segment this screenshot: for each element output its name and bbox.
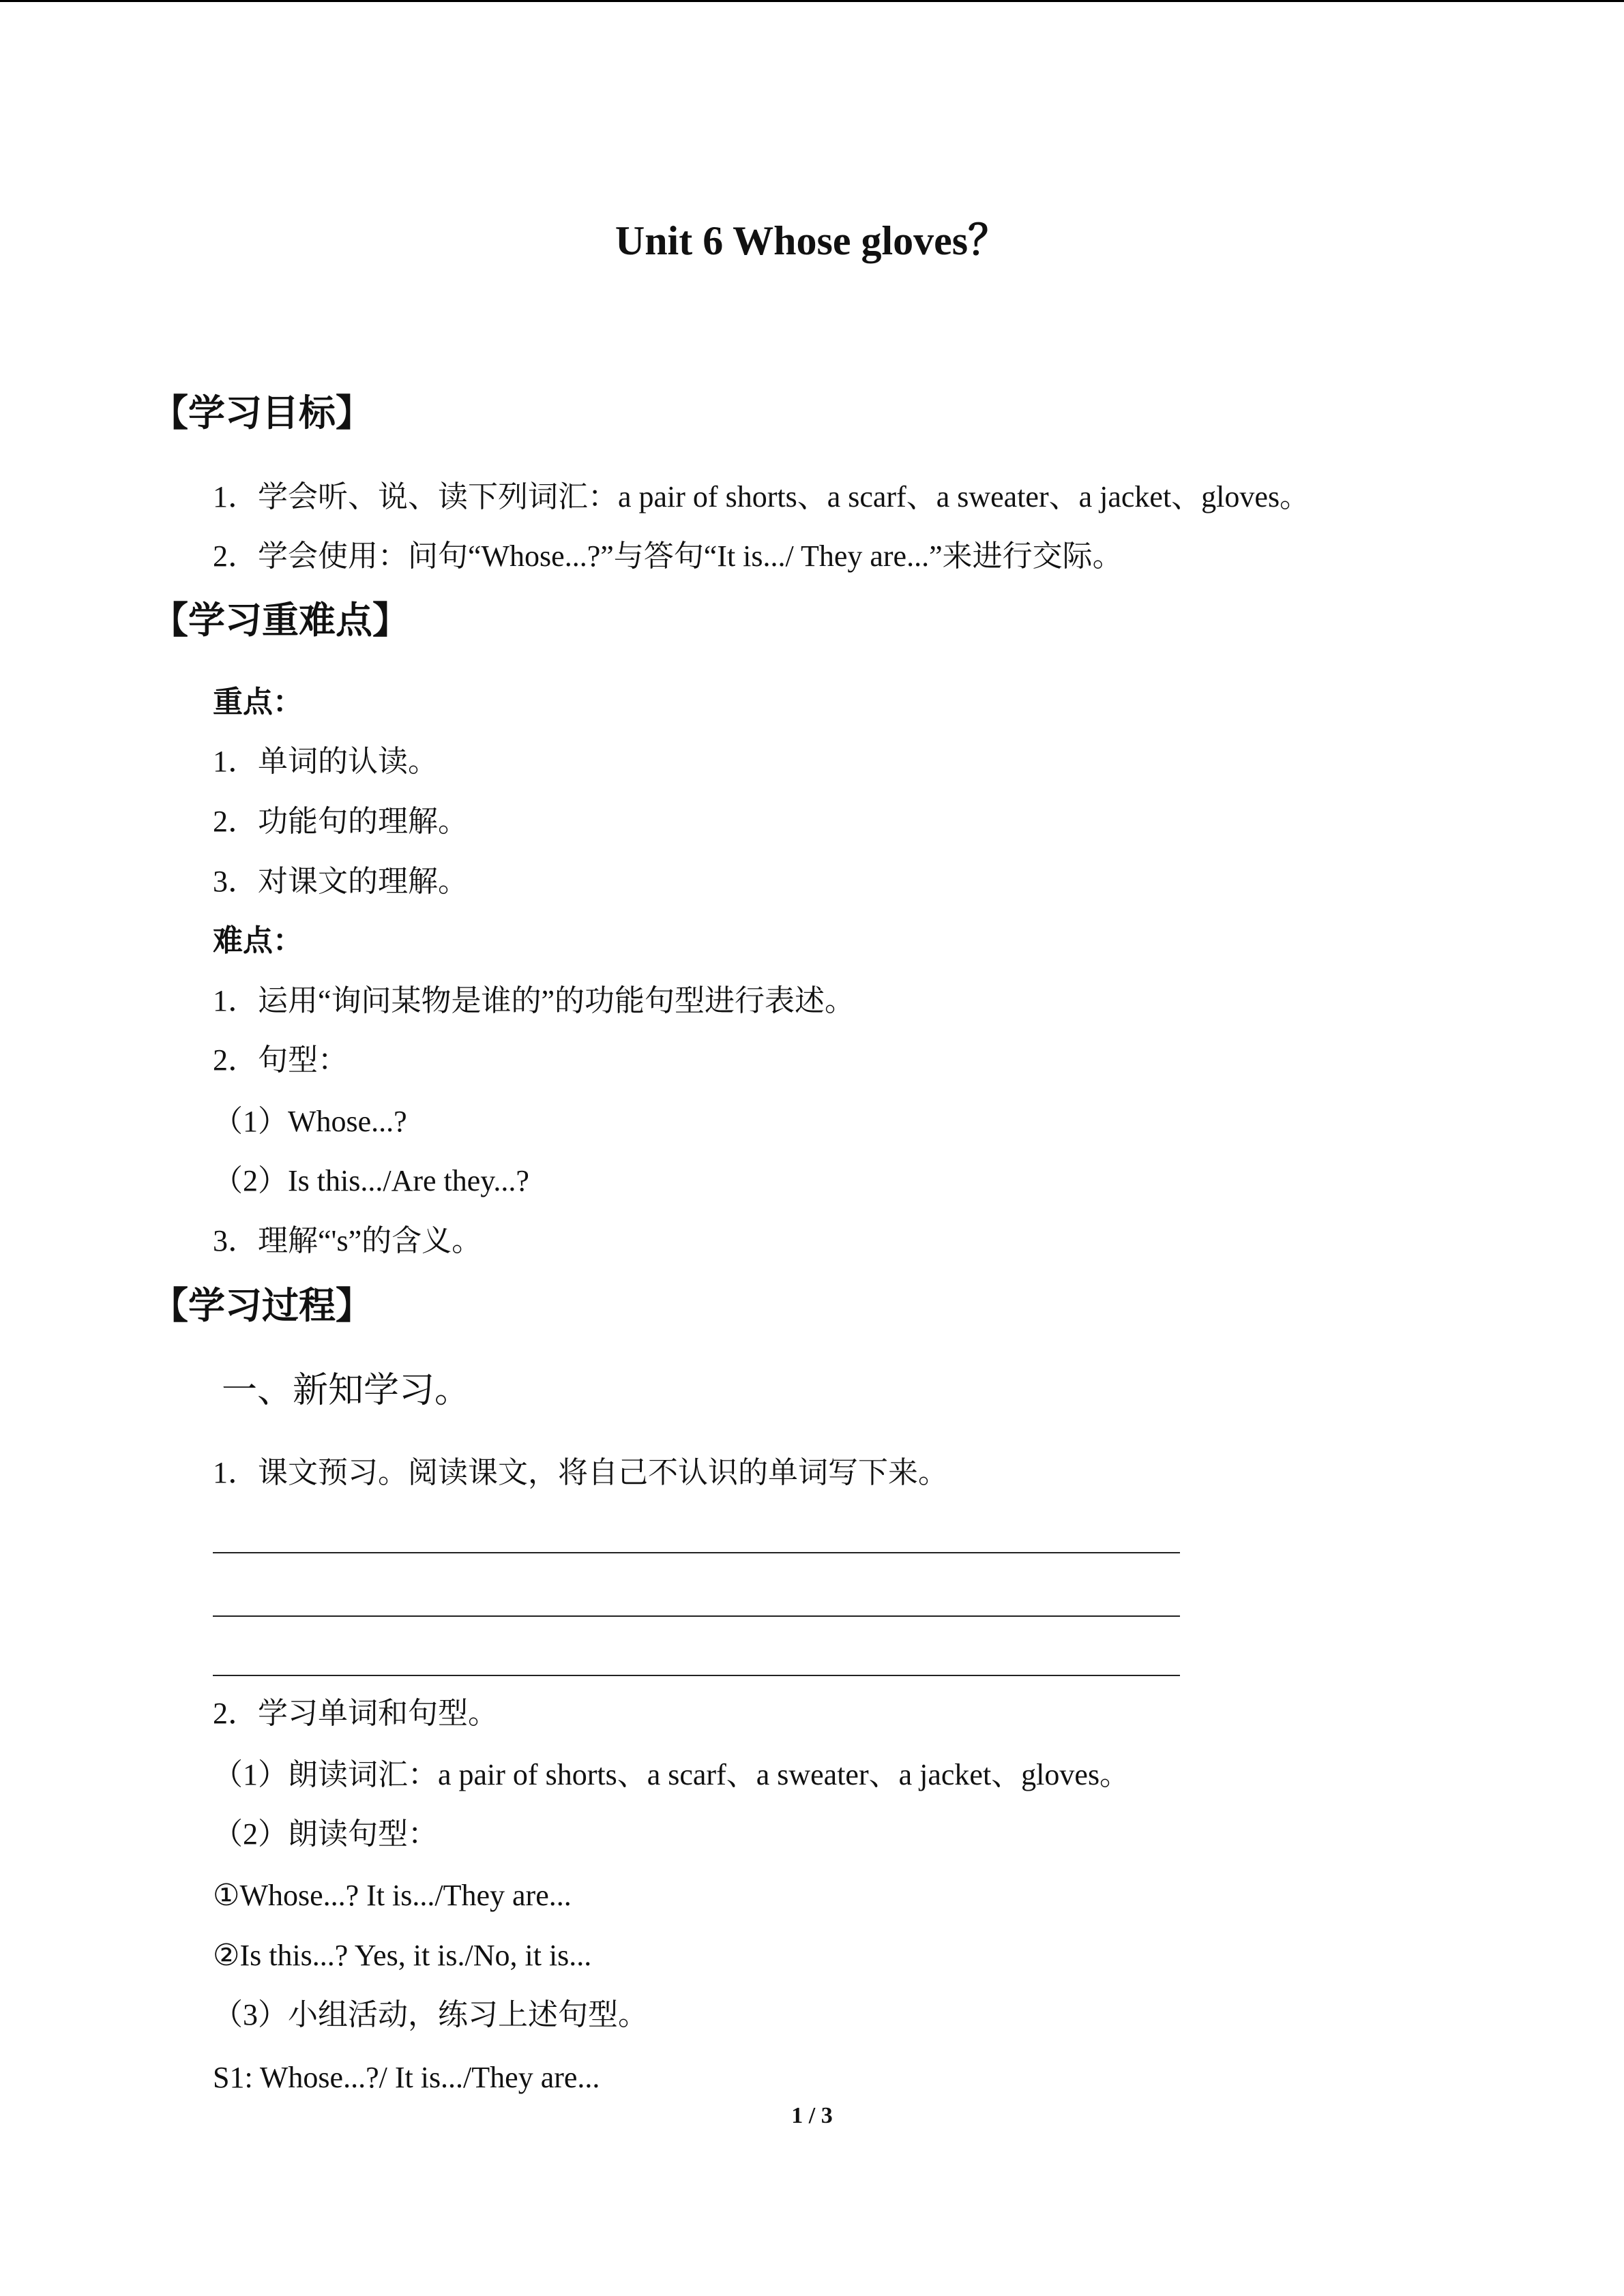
difficulty-item-4: （2）Is this.../Are they...?: [213, 1164, 529, 1197]
section-heading-process: 【学习过程】: [151, 1284, 372, 1327]
section-heading-goals: 【学习目标】: [151, 391, 372, 434]
step-2-item-4: ②Is this...? Yes, it is./No, it is...: [213, 1939, 592, 1972]
answer-blank-line[interactable]: [213, 1552, 1180, 1553]
difficulty-item-1: 1．运用“询问某物是谁的”的功能句型进行表述。: [213, 984, 855, 1017]
step-2-item-1: （1）朗读词汇：a pair of shorts、a scarf、a sweater、a jacket、gloves。: [213, 1758, 1130, 1791]
difficulty-item-2: 2．句型：: [213, 1043, 348, 1077]
step-2-item-2: （2）朗读句型：: [213, 1817, 438, 1851]
difficulty-item-3: （1）Whose...?: [213, 1105, 407, 1138]
goal-item-2: 2．学会使用：问句“Whose...?”与答句“It is.../ They are...”来进行交际。: [213, 539, 1123, 573]
difficulty-item-5: 3．理解“'s”的含义。: [213, 1224, 482, 1257]
focus-label: 重点：: [213, 685, 303, 719]
focus-item-1: 1．单词的认读。: [213, 745, 438, 778]
answer-blank-line[interactable]: [213, 1615, 1180, 1617]
focus-item-3: 3．对课文的理解。: [213, 865, 468, 898]
part-one-heading: 一、新知学习。: [222, 1371, 471, 1410]
page-title: Unit 6 Whose gloves？: [615, 218, 1009, 263]
step-2-item-3: ①Whose...? It is.../They are...: [213, 1879, 572, 1912]
page-number: 1 / 3: [791, 2103, 833, 2128]
step-2-item-6: S1: Whose...?/ It is.../They are...: [213, 2061, 600, 2094]
goal-item-1: 1．学会听、说、读下列词汇：a pair of shorts、a scarf、a sweater、a jacket、gloves。: [213, 480, 1310, 513]
difficulty-label: 难点：: [213, 924, 303, 957]
answer-blank-line[interactable]: [213, 1675, 1180, 1676]
step-1: 1．课文预习。阅读课文，将自己不认识的单词写下来。: [213, 1456, 948, 1489]
section-heading-key-points: 【学习重难点】: [151, 599, 409, 642]
step-2: 2．学习单词和句型。: [213, 1697, 498, 1730]
step-2-item-5: （3）小组活动，练习上述句型。: [213, 1998, 648, 2031]
focus-item-2: 2．功能句的理解。: [213, 805, 468, 838]
